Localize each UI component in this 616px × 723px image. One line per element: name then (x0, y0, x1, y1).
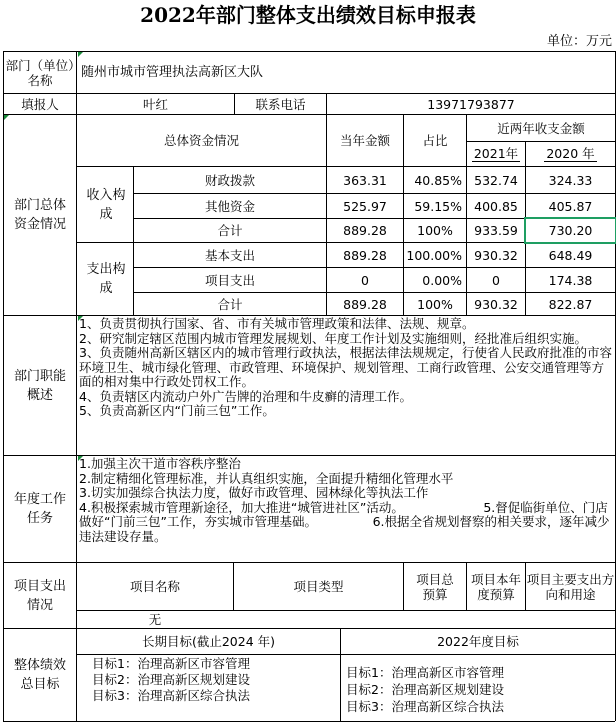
project-col-type: 项目类型 (293, 579, 344, 594)
funds-header-ratio: 占比 (422, 133, 448, 148)
annual-tasks-text: 1.加强主次干道市容秩序整治 2.制定精细化管理标准，并认真组织实施，全面提升精细化管理水平 3.切实加强综合执法力度，做好市政管理、园林绿化等执法工作 4.积极探索城市管理新途径，加大推进“城管进社区”活动。 5.督促临街单位、门店做好“门前三包”工作，夯实城市管理基础。 6.根据全省规划督察的相关要求，逐年减少违法建设存量。 (79, 457, 610, 544)
unit-label: 单位：万元 (546, 33, 612, 49)
project-col-name: 项目名称 (129, 579, 180, 594)
funds-section-label: 部门总体资金情况 (13, 198, 66, 232)
funds-header-two-year: 近两年收支金额 (497, 120, 585, 136)
row-ratio: 40.85% (414, 172, 462, 188)
filler-name: 叶红 (142, 96, 168, 112)
list-item: 目标2：治理高新区规划建设 (346, 682, 504, 697)
row-2020: 648.49 (548, 247, 593, 263)
row-ratio: 100.00% (406, 247, 462, 263)
row-2020: 405.87 (548, 198, 593, 214)
project-label: 项目支出情况 (13, 578, 66, 613)
project-col-direction: 项目主要支出方向和用途 (526, 571, 615, 602)
row-2021: 0 (492, 272, 500, 288)
row-2021: 930.32 (474, 296, 518, 312)
list-item: 目标1：治理高新区市容管理 (92, 656, 250, 671)
expense-label: 支出构成 (86, 262, 126, 296)
row-ratio: 100% (417, 223, 453, 238)
row-name: 基本支出 (204, 247, 255, 263)
project-col-annual: 项目本年度预算 (471, 571, 521, 602)
row-2020: 324.33 (548, 172, 593, 188)
row-current: 363.31 (343, 172, 387, 188)
list-item: 目标2：治理高新区规划建设 (92, 672, 250, 687)
cell-marker (78, 52, 83, 57)
row-2021: 933.59 (474, 223, 518, 238)
row-current: 889.28 (343, 296, 387, 312)
project-col-budget: 项目总预算 (416, 571, 454, 602)
row-2021: 930.32 (474, 247, 518, 263)
row-ratio: 100% (417, 296, 453, 312)
income-label: 收入构成 (86, 187, 126, 222)
project-value: 无 (148, 612, 162, 627)
phone-label: 联系电话 (255, 96, 306, 112)
row-current: 0 (361, 272, 369, 288)
year-2020: 2020 年 (546, 146, 595, 161)
row-2020: 822.87 (548, 296, 593, 312)
annual-tasks-label: 年度工作任务 (13, 492, 66, 526)
row-2020: 174.38 (548, 272, 593, 288)
annual-goal-header: 2022年度目标 (437, 634, 519, 649)
row-current: 889.28 (343, 223, 387, 238)
functions-label: 部门职能概述 (13, 368, 66, 403)
dept-label: 部门（单位）名称 (5, 57, 75, 88)
row-name: 财政拨款 (204, 172, 255, 188)
cell-marker (4, 115, 9, 120)
phone-value: 13971793877 (427, 96, 515, 112)
functions-text: 1、负责贯彻执行国家、省、市有关城市管理政策和法律、法规、规章。 2、研究制定辖区范围内城市管理发展规划、年度工作计划及实施细则，经批准后组织实施。 3、负责随州高新区辖区内的城市管理行政执法，根据法律法规规定，行使省人民政府批准的市容环境卫生、城市绿化管理、市政管理、环境保护、规划管理、工商行政管理、公安交通管理等方面的相对集中行政处罚权工作。 4、负责辖区内流动户外广告牌的治理和牛皮癣的清理工作。 5、负责高新区内“门前三包”工作。 (79, 317, 612, 418)
funds-header-total: 总体资金情况 (163, 133, 239, 148)
goals-label: 整体绩效总目标 (13, 658, 66, 692)
row-current: 889.28 (343, 247, 387, 263)
selected-cell-outline (524, 217, 616, 244)
funds-header-current: 当年金额 (339, 133, 390, 148)
row-ratio: 0.00% (422, 272, 462, 288)
filler-label: 填报人 (21, 96, 59, 112)
page-title: 2022年部门整体支出绩效目标申报表 (140, 2, 476, 27)
row-2021: 400.85 (474, 198, 518, 214)
row-name: 项目支出 (204, 272, 255, 288)
row-name: 合计 (217, 223, 243, 238)
row-current: 525.97 (343, 198, 387, 214)
row-name: 其他资金 (204, 198, 255, 214)
long-term-goals (92, 656, 338, 704)
row-ratio: 59.15% (414, 198, 462, 214)
row-name: 合计 (217, 296, 243, 312)
list-item: 目标1：治理高新区市容管理 (346, 665, 504, 680)
dept-name: 随州市城市管理执法高新区大队 (81, 65, 264, 80)
year-2021: 2021年 (473, 146, 519, 161)
list-item: 目标3：治理高新区综合执法 (346, 699, 504, 714)
annual-goals (346, 664, 612, 715)
long-term-header: 长期目标(截止2024 年) (141, 634, 276, 649)
row-2020[interactable]: 730.20 (548, 223, 593, 238)
row-2021: 532.74 (474, 172, 518, 188)
list-item: 目标3：治理高新区综合执法 (92, 688, 250, 703)
